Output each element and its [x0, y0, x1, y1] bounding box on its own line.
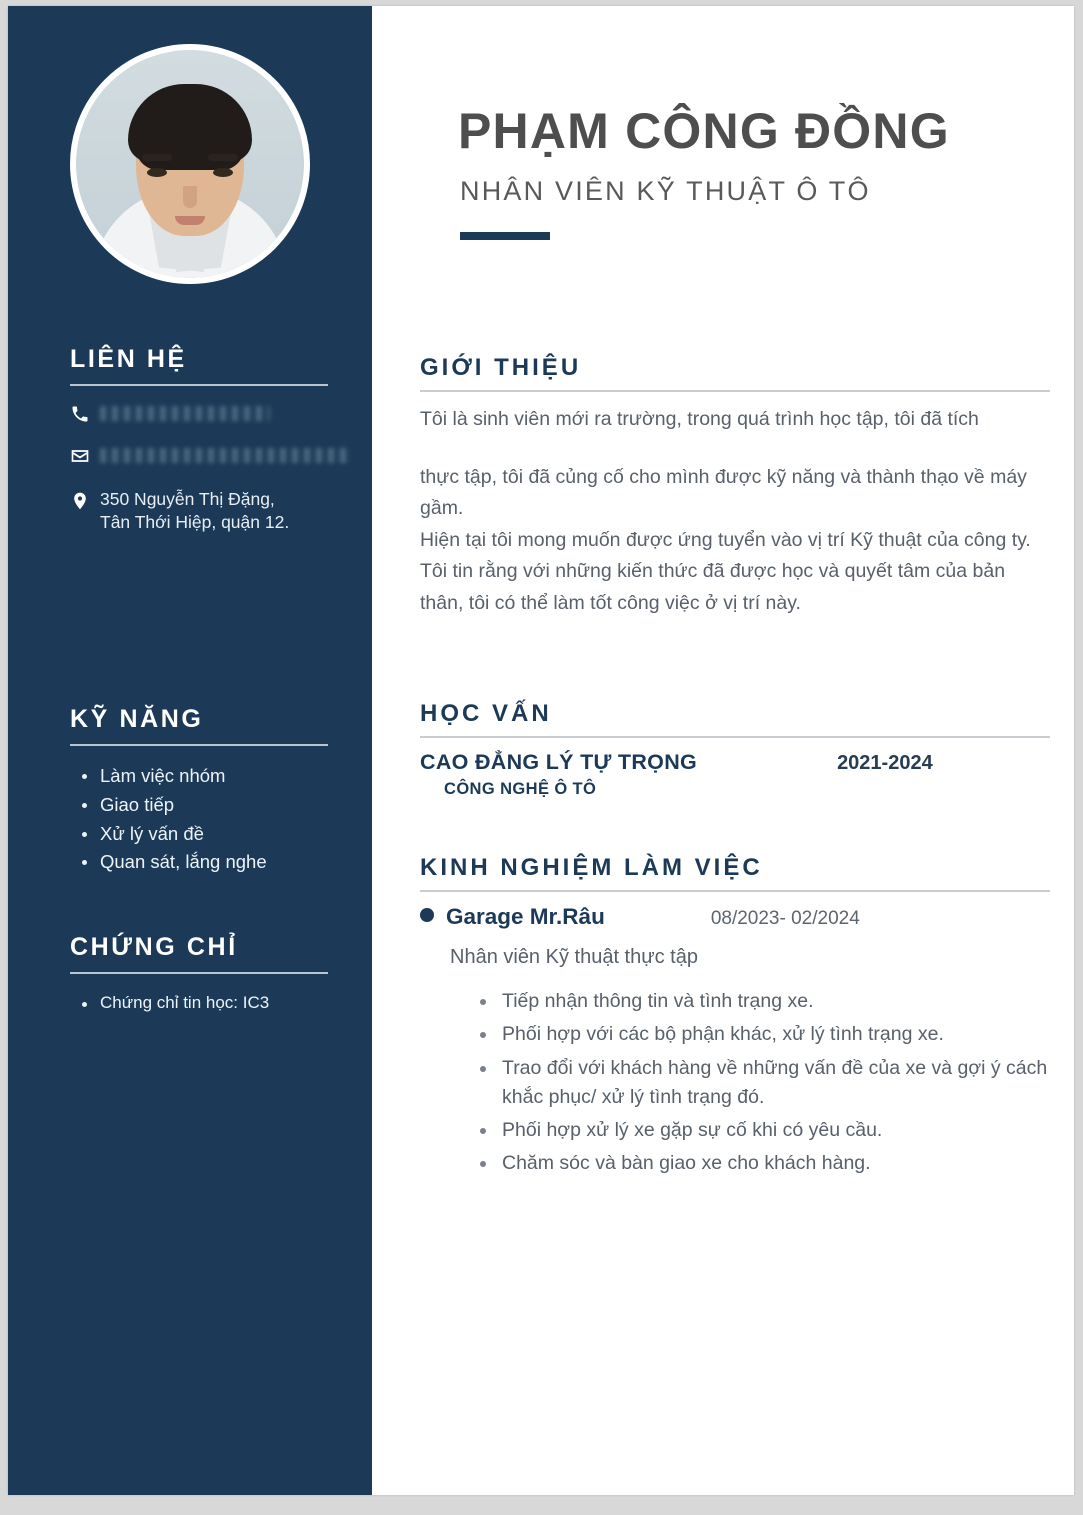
experience-role: Nhân viên Kỹ thuật thực tập [450, 946, 698, 968]
intro-section [420, 354, 1050, 619]
photo-eyebrow-right [208, 154, 238, 161]
map-pin-icon [70, 488, 96, 512]
education-school: CAO ĐẲNG LÝ TỰ TRỌNG [420, 750, 698, 774]
photo-nose [183, 186, 197, 208]
education-major: CÔNG NGHỆ Ô TÔ [444, 780, 597, 798]
skills-list [70, 762, 328, 877]
education-section [420, 700, 1050, 799]
experience-divider [420, 890, 1050, 892]
experience-duties-list [420, 987, 1050, 1179]
contact-phone-row[interactable] [70, 402, 328, 424]
bullet-dot-icon [420, 908, 434, 922]
experience-company: Garage Mr.Râu [446, 904, 605, 929]
intro-paragraph-1: Tôi là sinh viên mới ra trường, trong quá trình học tập, tôi đã tích [420, 408, 979, 430]
experience-section [420, 854, 1050, 1183]
avatar [70, 44, 310, 284]
skills-divider [70, 744, 328, 746]
intro-heading: GIỚI THIỆU [420, 354, 582, 381]
education-entry [420, 750, 1050, 775]
experience-dates: 08/2023- 02/2024 [710, 908, 860, 929]
education-divider [420, 736, 1050, 738]
redacted-phone [100, 406, 270, 421]
skills-section [70, 706, 328, 877]
experience-entry-header [420, 904, 1050, 930]
certificates-heading: CHỨNG CHỈ [70, 933, 238, 961]
photo-eye-right [213, 168, 233, 177]
list-item: Làm việc nhóm [76, 762, 328, 791]
list-item: Phối hợp với các bộ phận khác, xử lý tình trạng xe. [476, 1020, 1050, 1049]
phone-icon [70, 402, 96, 424]
certificates-divider [70, 972, 328, 974]
intro-paragraph-3: Hiện tại tôi mong muốn được ứng tuyển vào vị trí Kỹ thuật của công ty. [420, 528, 1031, 551]
list-item: Tiếp nhận thông tin và tình trạng xe. [476, 987, 1050, 1016]
education-heading: HỌC VẤN [420, 700, 552, 727]
address-line-2: Tân Thới Hiệp, quận 12. [100, 511, 290, 532]
intro-paragraph-2: thực tập, tôi đã củng cố cho mình được kỹ năng và thành thạo về máy gầm. [420, 465, 1027, 520]
list-item: Chăm sóc và bàn giao xe cho khách hàng. [476, 1149, 1050, 1178]
list-item: Xử lý vấn đề [76, 820, 328, 849]
profile-photo [76, 50, 304, 278]
redacted-email [100, 448, 352, 463]
photo-mouth [175, 216, 205, 225]
certificates-section [70, 934, 328, 1017]
main-content [372, 6, 1074, 1495]
intro-divider [420, 390, 1050, 392]
contact-address-row [70, 488, 328, 533]
address-line-1: 350 Nguyễn Thị Đặng, [100, 489, 275, 510]
envelope-icon [70, 444, 96, 466]
page-title: PHẠM CÔNG ĐỒNG [458, 103, 950, 159]
certificates-list [70, 990, 328, 1016]
sidebar [8, 6, 372, 1495]
contact-email-row[interactable] [70, 444, 328, 466]
photo-eyebrow-left [142, 154, 172, 161]
contact-phone-value [96, 402, 270, 421]
contact-section [70, 346, 328, 553]
contact-heading: LIÊN HỆ [70, 345, 187, 373]
contact-address-value [96, 488, 289, 533]
job-title: NHÂN VIÊN KỸ THUẬT Ô TÔ [460, 176, 871, 206]
education-years: 2021-2024 [837, 752, 933, 774]
intro-paragraph-4: Tôi tin rằng với những kiến thức đã được học và quyết tâm của bản thân, tôi có thể làm tốt công việc ở vị trí này. [420, 560, 1006, 614]
title-accent-bar [460, 232, 550, 240]
list-item: Phối hợp xử lý xe gặp sự cố khi có yêu cầu. [476, 1116, 1050, 1145]
list-item: Trao đổi với khách hàng về những vấn đề của xe và gợi ý cách khắc phục/ xử lý tình trạng đó. [476, 1054, 1050, 1113]
contact-divider [70, 384, 328, 386]
list-item: Giao tiếp [76, 791, 328, 820]
intro-spacer [420, 436, 1050, 462]
list-item: Quan sát, lắng nghe [76, 848, 328, 877]
photo-eye-left [147, 168, 167, 177]
list-item: Chứng chỉ tin học: IC3 [76, 990, 328, 1016]
experience-heading: KINH NGHIỆM LÀM VIỆC [420, 854, 763, 881]
intro-body [420, 404, 1050, 619]
cv-sheet [8, 6, 1074, 1495]
skills-heading: KỸ NĂNG [70, 705, 204, 733]
contact-email-value [96, 444, 352, 463]
